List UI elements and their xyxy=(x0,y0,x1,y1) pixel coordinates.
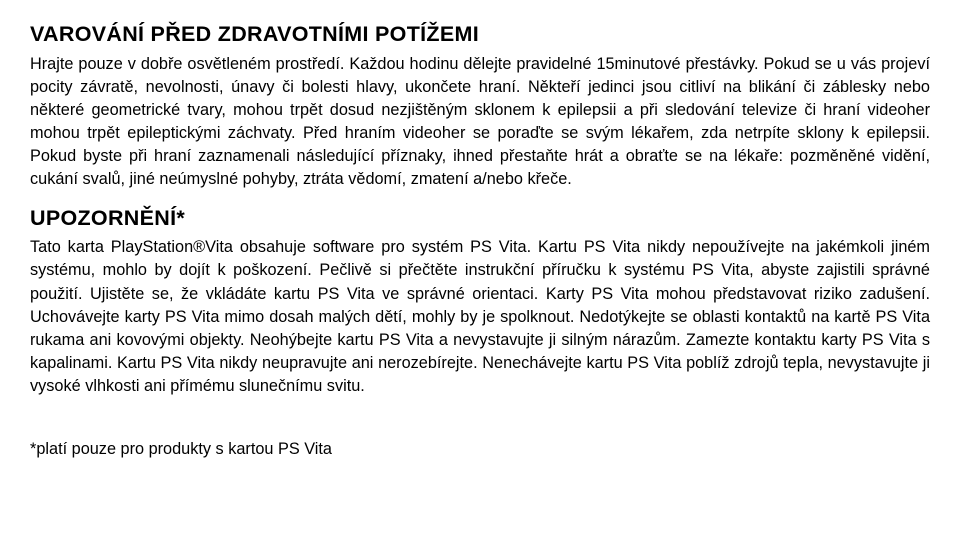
notice-body: Tato karta PlayStation®Vita obsahuje software pro systém PS Vita. Kartu PS Vita nikdy nepoužívejte na jakémkoli jiném systému, mohlo by dojít k poškození. Pečlivě si přečtěte instrukční příručku k systému PS Vita, abyste zajistili správné použití. Ujistěte se, že vkládáte kartu PS Vita ve správné orientaci. Karty PS Vita mohou představovat riziko zadušení. Uchovávejte karty PS Vita mimo dosah malých dětí, mohly by je spolknout. Nedotýkejte se oblasti kontaktů na kartě PS Vita rukama ani kovovými objekty. Neohýbejte kartu PS Vita a nevystavujte ji silným nárazům. Zamezte kontaktu karty PS Vita s kapalinami. Kartu PS Vita nikdy neupravujte ani nerozebírejte. Nenechávejte kartu PS Vita poblíž zdrojů tepla, nevystavujte ji vysoké vlhkosti ani přímému slunečnímu svitu. xyxy=(30,238,930,396)
health-warning-heading: VAROVÁNÍ PŘED ZDRAVOTNÍMI POTÍŽEMI xyxy=(30,22,479,46)
footnote-text: *platí pouze pro produkty s kartou PS Vita xyxy=(30,440,332,459)
notice-section xyxy=(30,206,930,399)
health-warning-body: Hrajte pouze v dobře osvětleném prostředí. Každou hodinu dělejte pravidelné 15minutové přestávky. Pokud se u vás projeví pocity závratě, nevolnosti, únavy či bolesti hlavy, ukončete hraní. Někteří jedinci jsou citliví na blikání či záblesky nebo některé geometrické tvary, mohou trpět dosud nezjištěným sklonem k epilepsii a při sledování televize či hraní videoher mohou trpět epileptickými záchvaty. Před hraním videoher se poraďte se svým lékařem, zda netrpíte sklony k epilepsii. Pokud byste při hraní zaznamenali následující příznaky, ihned přestaňte hrát a obraťte se na lékaře: pozměněné vidění, cukání svalů, jiné neúmyslné pohyby, ztráta vědomí, zmatení a/nebo křeče. xyxy=(30,54,930,189)
notice-heading: UPOZORNĚNÍ* xyxy=(30,205,186,230)
health-warning-section xyxy=(30,22,930,192)
